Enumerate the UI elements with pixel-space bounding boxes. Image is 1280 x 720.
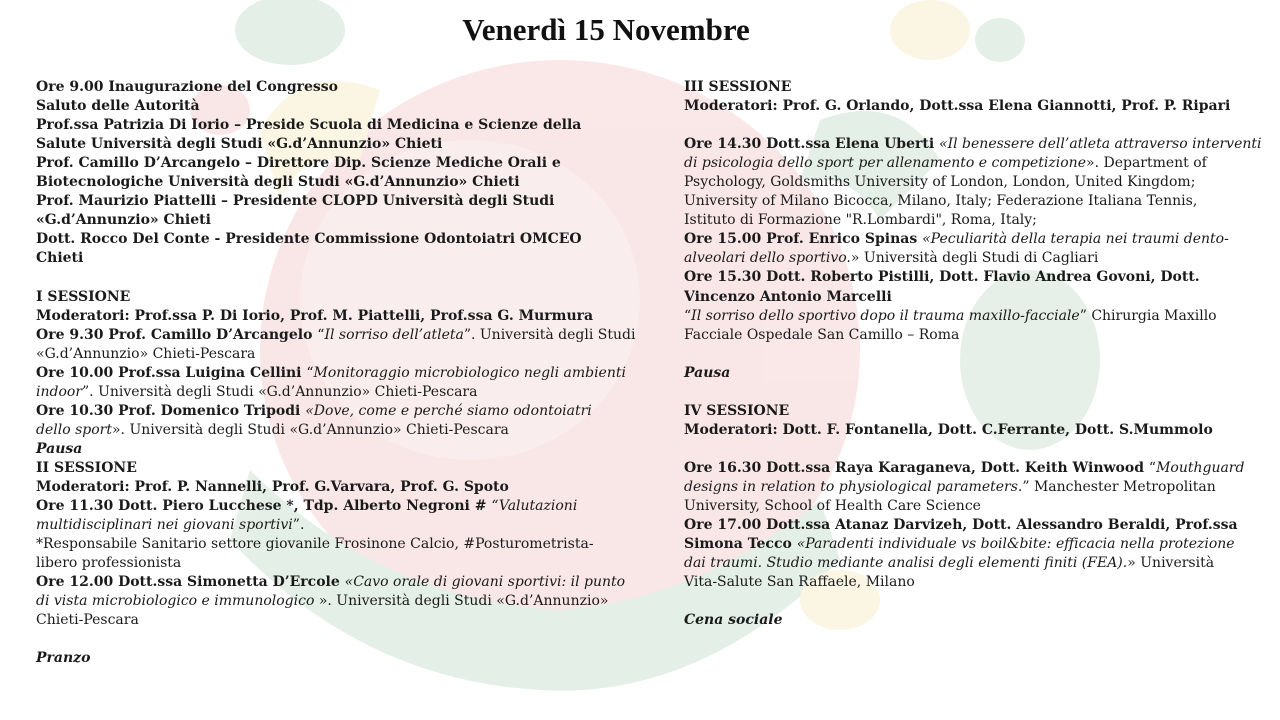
- program-text: Saluto delle Autorità: [36, 98, 200, 115]
- program-text: Ore 9.00 Inaugurazione del Congresso: [36, 79, 339, 95]
- program-text: ”. Università degli Studi «G.d’Annunzio» Chieti-Pescara: [82, 383, 478, 400]
- program-text: Ore 15.30 Dott. Roberto Pistilli, Dott. Flavio Andrea Govoni, Dott.: [684, 269, 1200, 286]
- program-line: [36, 554, 626, 573]
- program-text: Facciale Ospedale San Camillo – Roma: [684, 326, 960, 343]
- program-line: [36, 535, 626, 554]
- program-line: [36, 211, 626, 230]
- program-text: Pausa: [684, 364, 731, 381]
- program-text: Vincenzo Antonio Marcelli: [684, 288, 892, 305]
- program-text: di vista microbiologico e immunologico: [36, 593, 319, 610]
- program-text: III SESSIONE: [684, 79, 792, 95]
- program-line: [684, 192, 1232, 211]
- program-text: indoor: [36, 383, 83, 400]
- program-text: II SESSIONE: [36, 459, 137, 476]
- blank-line: [684, 345, 1232, 364]
- program-line: [36, 173, 626, 192]
- program-text: Moderatori: Prof.ssa P. Di Iorio, Prof. M. Piattelli, Prof.ssa G. Murmura: [36, 307, 594, 324]
- program-text: Simona Tecco: [684, 536, 797, 553]
- program-line: [36, 78, 626, 97]
- program-text: di psicologia dello sport per allenamento e competizione: [684, 155, 1086, 172]
- program-text: dello sport: [36, 421, 112, 438]
- program-text: Chieti: [36, 250, 84, 267]
- program-line: [684, 288, 1232, 307]
- program-line: [36, 364, 626, 383]
- program-text: » Università: [1127, 555, 1215, 572]
- program-text: ». Department of: [1086, 155, 1207, 172]
- program-text: Moderatori: Prof. P. Nannelli, Prof. G.Varvara, Prof. G. Spoto: [36, 478, 509, 495]
- program-line: [684, 230, 1232, 249]
- program-text: Il sorriso dello sportivo dopo il trauma maxillo-facciale: [691, 307, 1080, 324]
- program-text: Ore 10.00 Prof.ssa Luigina Cellini: [36, 364, 307, 381]
- program-text: Ore 11.30 Dott. Piero Lucchese *, Tdp. Alberto Negroni #: [36, 498, 492, 515]
- program-text: Dott. Rocco Del Conte - Presidente Commissione Odontoiatri OMCEO: [36, 231, 582, 248]
- program-line: [684, 307, 1232, 326]
- program-line: [684, 97, 1232, 116]
- program-text: Pausa: [36, 440, 83, 457]
- program-line: [684, 154, 1232, 173]
- program-text: Pranzo: [36, 650, 91, 667]
- program-line: [36, 573, 626, 592]
- program-text: ” Manchester Metropolitan: [1022, 478, 1216, 495]
- program-text: Prof.ssa Patrizia Di Iorio – Preside Scuola di Medicina e Scienze della: [36, 117, 582, 134]
- program-line: [684, 249, 1232, 268]
- program-line: [36, 154, 626, 173]
- program-line: [684, 459, 1245, 478]
- program-text: dai traumi. Studio mediante analisi degli elementi finiti (FEA).: [684, 555, 1128, 572]
- program-text: ». Università degli Studi «G.d’Annunzio»: [318, 593, 609, 610]
- program-text: «Dove, come e perché siamo odontoiatri: [305, 402, 592, 419]
- program-text: “Valutazioni: [491, 498, 578, 515]
- program-line: [684, 78, 1232, 97]
- program-line: [36, 97, 626, 116]
- program-line: [36, 192, 626, 211]
- program-text: Istituto di Formazione "R.Lombardi", Roma, Italy;: [684, 212, 1037, 229]
- program-text: University, School of Health Care Science: [684, 498, 981, 515]
- program-text: «Paradenti individuale vs boil&bite: efficacia nella protezione: [796, 536, 1235, 553]
- program-line: [36, 307, 626, 326]
- program-text: libero professionista: [36, 555, 182, 572]
- program-line: [36, 516, 626, 535]
- program-line: [684, 364, 1232, 383]
- program-text: “: [684, 307, 692, 324]
- program-line: [36, 478, 626, 497]
- program-text: “: [306, 364, 314, 381]
- program-line: [36, 459, 626, 478]
- program-line: [36, 249, 626, 268]
- program-text: Mouthguard: [1156, 459, 1245, 476]
- program-line: [36, 288, 626, 307]
- program-text: ». Università degli Studi «G.d’Annunzio» Chieti-Pescara: [111, 421, 509, 438]
- blank-line: [684, 440, 1232, 459]
- program-text: Ore 17.00 Dott.ssa Atanaz Darvizeh, Dott. Alessandro Beraldi, Prof.ssa: [684, 517, 1238, 534]
- program-text: Psychology, Goldsmiths University of London, London, United Kingdom;: [684, 174, 1196, 191]
- program-line: [684, 211, 1232, 230]
- program-text: Il sorriso dell’atleta: [324, 326, 464, 343]
- program-line: [684, 402, 1232, 421]
- program-text: “: [1148, 459, 1157, 476]
- program-text: Ore 15.00 Prof. Enrico Spinas: [684, 231, 923, 248]
- program-text: “: [317, 326, 325, 343]
- program-text: Cena sociale: [684, 612, 783, 629]
- program-text: Moderatori: Prof. G. Orlando, Dott.ssa Elena Giannotti, Prof. P. Ripari: [684, 98, 1231, 115]
- program-line: [684, 554, 1232, 573]
- program-left-column: [36, 78, 636, 668]
- program-text: Ore 10.30 Prof. Domenico Tripodi: [36, 402, 306, 419]
- program-text: Ore 9.30 Prof. Camillo D’Arcangelo: [36, 326, 318, 343]
- page-title: Venerdì 15 Novembre: [462, 12, 750, 47]
- program-line: [36, 383, 626, 402]
- program-line: [684, 573, 1232, 592]
- program-line: [36, 649, 626, 668]
- program-text: Salute Università degli Studi «G.d’Annunzio» Chieti: [36, 136, 443, 153]
- blank-line: [684, 116, 1232, 135]
- program-line: [684, 478, 1232, 497]
- program-line: [684, 135, 1262, 154]
- program-text: alveolari dello sportivo.: [684, 250, 851, 267]
- blank-line: [36, 630, 626, 649]
- program-text: Ore 14.30 Dott.ssa Elena Uberti: [684, 136, 940, 153]
- program-text: designs in relation to physiological parameters.: [684, 478, 1023, 495]
- program-text: Ore 12.00 Dott.ssa Simonetta D’Ercole: [36, 574, 345, 591]
- program-text: Biotecnologiche Università degli Studi «G.d’Annunzio» Chieti: [36, 174, 520, 191]
- program-line: [684, 535, 1235, 554]
- program-text: ”. Università degli Studi: [463, 326, 636, 343]
- program-text: IV SESSIONE: [684, 402, 790, 419]
- program-text: multidisciplinari nei giovani sportivi: [36, 517, 293, 534]
- program-text: «Cavo orale di giovani sportivi: il punto: [344, 574, 626, 591]
- program-line: [684, 516, 1238, 535]
- program-text: ” Chirurgia Maxillo: [1079, 307, 1217, 324]
- program-line: [36, 116, 626, 135]
- program-text: *Responsabile Sanitario settore giovanile Frosinone Calcio, #Posturometrista-: [36, 536, 594, 553]
- program-line: [36, 421, 626, 440]
- program-line: [36, 135, 626, 154]
- program-text: Ore 16.30 Dott.ssa Raya Karaganeva, Dott. Keith Winwood: [684, 459, 1149, 476]
- program-line: [684, 326, 1232, 345]
- program-text: Prof. Camillo D’Arcangelo – Direttore Dip. Scienze Mediche Orali e: [36, 155, 561, 172]
- program-line: [684, 497, 1232, 516]
- program-line: [36, 230, 626, 249]
- blank-line: [36, 268, 626, 287]
- program-line: [36, 497, 626, 516]
- program-line: [684, 611, 1232, 630]
- program-text: Monitoraggio microbiologico negli ambienti: [313, 364, 626, 381]
- program-text: Chieti-Pescara: [36, 612, 139, 629]
- program-text: «Il benessere dell’atleta attraverso interventi: [939, 136, 1262, 153]
- program-line: [36, 326, 636, 345]
- blank-line: [684, 592, 1232, 611]
- program-line: [36, 440, 626, 459]
- program-line: [684, 268, 1232, 287]
- program-text: Prof. Maurizio Piattelli – Presidente CLOPD Università degli Studi: [36, 193, 555, 210]
- program-line: [36, 402, 626, 421]
- program-text: Vita-Salute San Raffaele, Milano: [684, 574, 915, 591]
- program-text: University of Milano Bicocca, Milano, Italy; Federazione Italiana Tennis,: [684, 193, 1198, 210]
- program-text: «G.d’Annunzio» Chieti: [36, 212, 211, 229]
- program-text: » Università degli Studi di Cagliari: [850, 250, 1099, 267]
- program-line: [36, 611, 626, 630]
- program-text: Moderatori: Dott. F. Fontanella, Dott. C.Ferrante, Dott. S.Mummolo: [684, 421, 1213, 438]
- program-line: [36, 345, 626, 364]
- program-text: ”.: [292, 517, 305, 534]
- program-line: [36, 592, 626, 611]
- program-text: «Peculiarità della terapia nei traumi dento-: [922, 231, 1229, 248]
- program-text: I SESSIONE: [36, 288, 131, 305]
- program-line: [684, 421, 1232, 440]
- program-right-column: [684, 78, 1262, 630]
- program-text: «G.d’Annunzio» Chieti-Pescara: [36, 345, 256, 362]
- blank-line: [684, 383, 1232, 402]
- program-line: [684, 173, 1232, 192]
